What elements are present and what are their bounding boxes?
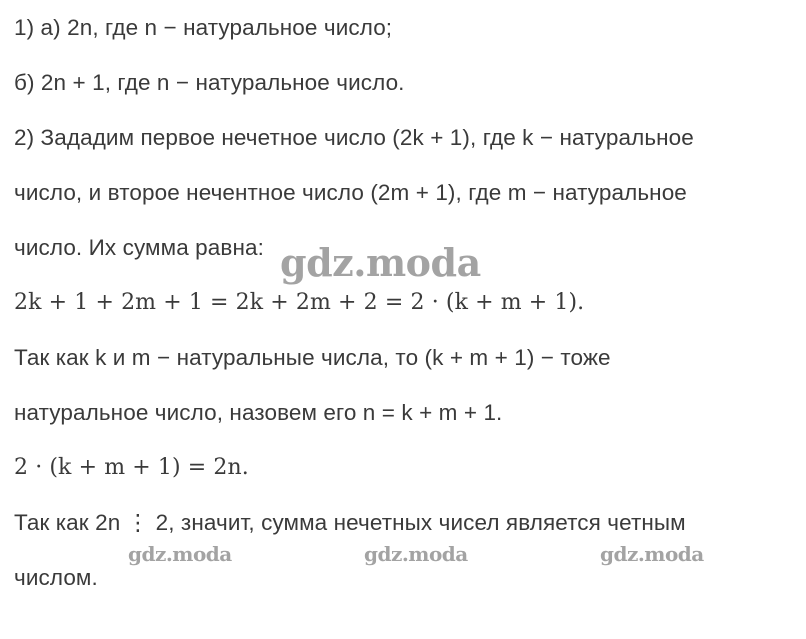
- watermark-main: gdz.moda: [280, 240, 481, 285]
- answer-line-2-second-number: число, и второе нечентное число (2m + 1), где m − натуральное: [14, 180, 687, 205]
- answer-line-2-intro: 2) Зададим первое нечетное число (2k + 1), где k − натуральное: [14, 125, 694, 150]
- watermark-bottom-2: gdz.moda: [364, 542, 468, 566]
- answer-line-reasoning: Так как k и m − натуральные числа, то (k + m + 1) − тоже: [14, 345, 611, 370]
- answer-line-conclusion: Так как 2n ⋮ 2, значит, сумма нечетных чисел является четным: [14, 510, 686, 535]
- watermark-bottom-3: gdz.moda: [600, 542, 704, 566]
- result-equation: 2 · (k + m + 1) = 2n.: [14, 455, 249, 480]
- answer-line-1b: б) 2n + 1, где n − натуральное число.: [14, 70, 405, 95]
- answer-line-sum-label: число. Их сумма равна:: [14, 235, 264, 260]
- sum-equation: 2k + 1 + 2m + 1 = 2k + 2m + 2 = 2 · (k + m + 1).: [14, 290, 585, 315]
- answer-line-define-n: натуральное число, назовем его n = k + m + 1.: [14, 400, 503, 425]
- answer-line-conclusion-end: числом.: [14, 565, 98, 590]
- answer-line-1a: 1) а) 2n, где n − натуральное число;: [14, 15, 393, 40]
- watermark-bottom-1: gdz.moda: [128, 542, 232, 566]
